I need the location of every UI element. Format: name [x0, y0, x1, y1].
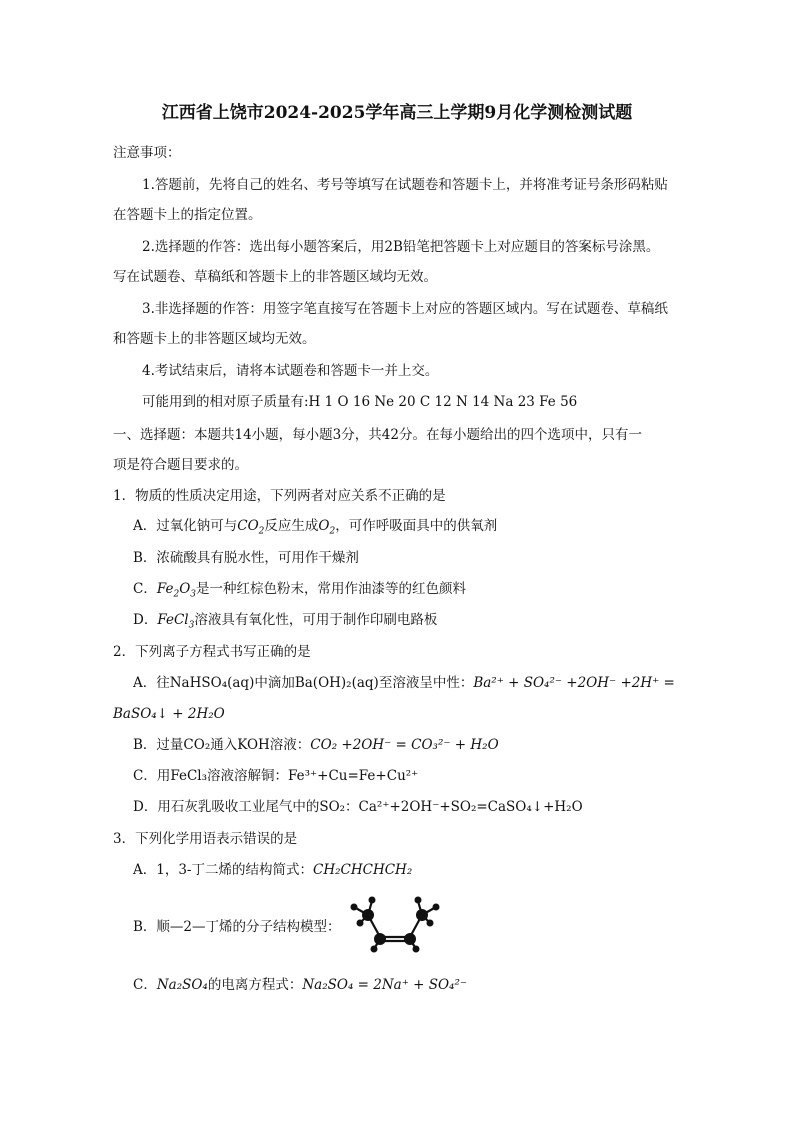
- notice-line: 和答题卡上的非答题区域均无效。: [113, 331, 316, 347]
- section-heading: 项是符合题目要求的。: [113, 457, 248, 473]
- question-3-option-c: C．Na₂SO₄的电离方程式：Na₂SO₄ = 2Na⁺ + SO₄²⁻: [133, 977, 467, 993]
- hydrogen-atom: [369, 897, 376, 904]
- question-2-option-b: B．过量CO₂通入KOH溶液：CO₂ +2OH⁻ = CO₃²⁻ + H₂O: [133, 737, 499, 753]
- notice-line: 在答题卡上的指定位置。: [113, 207, 262, 223]
- question-3-option-a: A．1，3-丁二烯的结构简式：CH₂CHCHCH₂: [133, 862, 413, 878]
- notice-line: 1.答题前，先将自己的姓名、考号等填写在试题卷和答题卡上，并将准考证号条形码粘贴: [142, 177, 668, 193]
- question-1-stem: 1．物质的性质决定用途，下列两者对应关系不正确的是: [113, 488, 446, 504]
- page-title: 江西省上饶市2024-2025学年高三上学期9月化学测检测试题: [161, 103, 633, 123]
- question-1-option-a: A．过氧化钠可与$CO_2$反应生成$O_2$，可作呼吸面具中的供氧剂: [133, 518, 498, 537]
- notice-heading: 注意事项：: [113, 145, 181, 161]
- hydrogen-atom: [413, 946, 420, 953]
- carbon-atom: [362, 909, 374, 921]
- carbon-atom: [404, 933, 416, 945]
- section-heading: 一、选择题：本题共14小题，每小题3分，共42分。在每小题给出的四个选项中，只有一: [113, 427, 642, 443]
- notice-line: 2.选择题的作答：选出每小题答案后，用2B铅笔把答题卡上对应题目的答案标号涂黑。: [142, 239, 660, 255]
- question-1-option-b: B．浓硫酸具有脱水性，可用作干燥剂: [133, 550, 359, 566]
- notice-line: 写在试题卷、草稿纸和答题卡上的非答题区域均无效。: [113, 269, 437, 285]
- hydrogen-atom: [415, 897, 422, 904]
- question-2-stem: 2．下列离子方程式书写正确的是: [113, 644, 311, 660]
- notice-line: 3.非选择题的作答：用签字笔直接写在答题卡上对应的答题区域内。写在试题卷、草稿纸: [142, 301, 668, 317]
- question-2-option-d: D．用石灰乳吸收工业尾气中的SO₂：Ca²⁺+2OH⁻+SO₂=CaSO₄↓+H₂O: [133, 799, 583, 815]
- question-3-option-b: B．顺—2—丁烯的分子结构模型：: [133, 919, 341, 935]
- hydrogen-atom: [371, 946, 378, 953]
- question-2-option-c: C．用FeCl₃溶液溶解铜：Fe³⁺+Cu=Fe+Cu²⁺: [133, 768, 419, 784]
- question-1-option-d: D．FeCl$_3$溶液具有氧化性，可用于制作印刷电路板: [133, 612, 438, 631]
- hydrogen-atom: [433, 904, 440, 911]
- hydrogen-atom: [357, 920, 364, 927]
- atomic-mass-line: 可能用到的相对原子质量有:H 1 O 16 Ne 20 C 12 N 14 Na 23 Fe 56: [142, 394, 578, 410]
- cis-2-butene-ball-stick-model: [340, 893, 450, 953]
- notice-line: 4.考试结束后，请将本试题卷和答题卡一并上交。: [142, 363, 439, 379]
- question-1-option-c: C．$Fe_2O_3$是一种红棕色粉末，常用作油漆等的红色颜料: [133, 581, 467, 600]
- carbon-atom: [374, 933, 386, 945]
- question-3-stem: 3．下列化学用语表示错误的是: [113, 831, 298, 847]
- hydrogen-atom: [427, 920, 434, 927]
- question-2-option-a-cont: BaSO₄↓ + 2H₂O: [113, 706, 225, 722]
- question-2-option-a: A．往NaHSO₄(aq)中滴加Ba(OH)₂(aq)至溶液呈中性：Ba²⁺ + SO₄²⁻ +2OH⁻ +2H⁺ =: [133, 675, 675, 691]
- carbon-atom: [416, 909, 428, 921]
- hydrogen-atom: [351, 904, 358, 911]
